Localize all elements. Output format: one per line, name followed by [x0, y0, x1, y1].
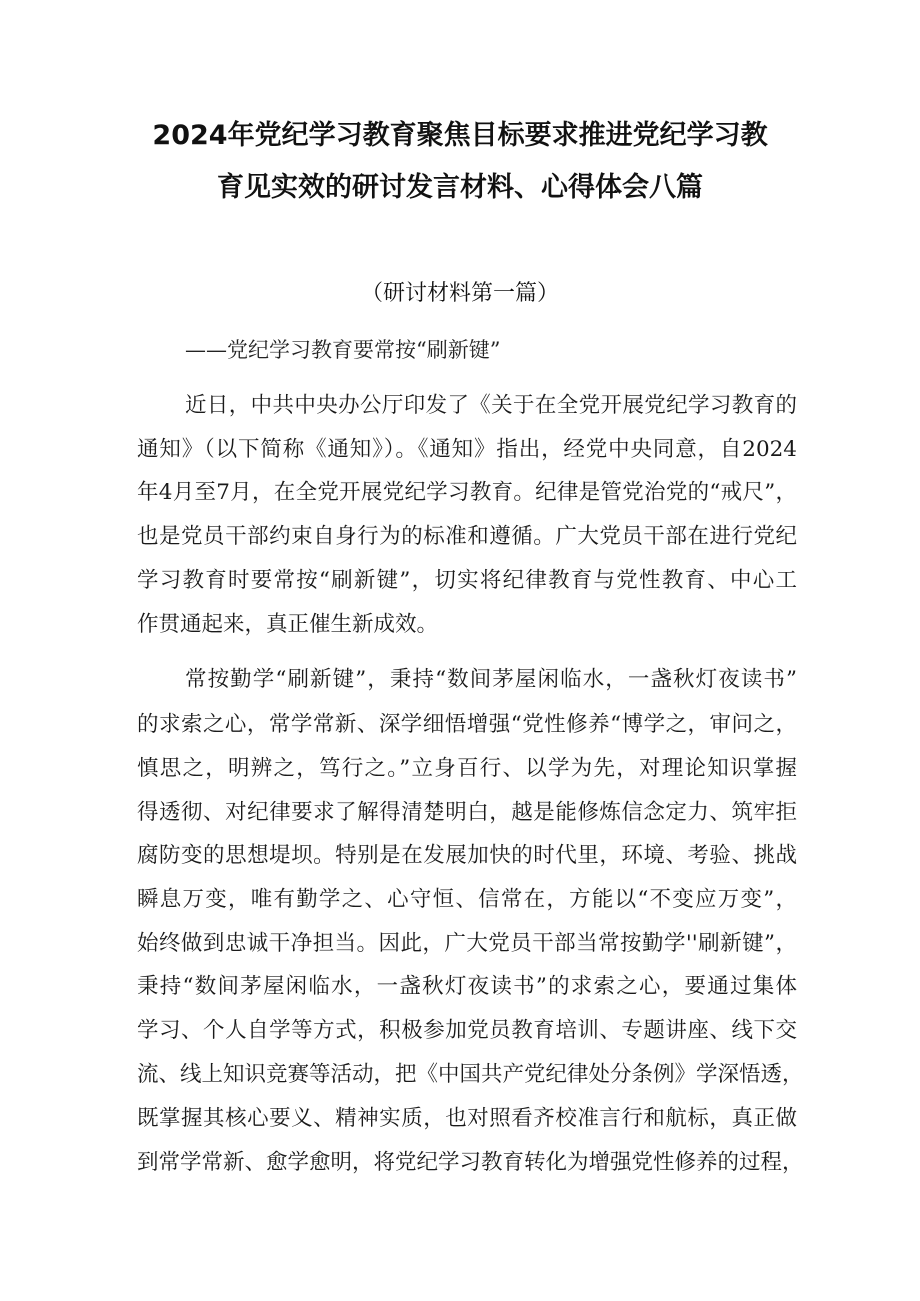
- paragraph-2-line-2: 的求索之心，常学常新、深学细悟增强“党性修养“博学之，审问之，: [137, 712, 797, 737]
- paragraph-2-line-3: 慎思之，明辨之，笃行之。”立身百行、以学为先，对理论知识掌握: [137, 756, 797, 781]
- paragraph-1-line-2: 通知》（以下简称《通知》）。《通知》指出，经党中央同意，自2024: [137, 437, 797, 462]
- paragraph-2-line-5: 腐防变的思想堤坝。特别是在发展加快的时代里，环境、考验、挑战: [137, 843, 797, 868]
- document-title-line-2: 育见实效的研讨发言材料、心得体会八篇: [217, 172, 703, 203]
- paragraph-1-line-1: 近日，中共中央办公厅印发了《关于在全党开展党纪学习教育的: [185, 393, 797, 418]
- article-subtitle: ——党纪学习教育要常按“刷新键”: [185, 338, 501, 362]
- paragraph-2-line-11: 既掌握其核心要义、精神实质，也对照看齐校准言行和航标，真正做: [137, 1106, 797, 1131]
- paragraph-1-line-5: 学习教育时要常按“刷新键”，切实将纪律教育与党性教育、中心工: [137, 568, 797, 593]
- paragraph-2-line-1: 常按勤学“刷新键”，秉持“数间茅屋闲临水，一盏秋灯夜读书”: [185, 667, 797, 692]
- paragraph-1-line-3: 年4月至7月，在全党开展党纪学习教育。纪律是管党治党的“戒尺”，: [137, 480, 797, 505]
- paragraph-2-line-4: 得透彻、对纪律要求了解得清楚明白，越是能修炼信念定力、筑牢拒: [137, 800, 797, 825]
- paragraph-2-line-6: 瞬息万变，唯有勤学之、心守恒、信常在，方能以“不变应万变”，: [137, 887, 797, 912]
- paragraph-1-line-4: 也是党员干部约束自身行为的标准和遵循。广大党员干部在进行党纪: [137, 524, 797, 549]
- paragraph-2-line-10: 流、线上知识竞赛等活动，把《中国共产党纪律处分条例》学深悟透，: [137, 1062, 804, 1087]
- paragraph-2-line-8: 秉持“数间茅屋闲临水，一盏秋灯夜读书”的求索之心，要通过集体: [137, 974, 797, 999]
- paragraph-2-line-7: 始终做到忠诚干净担当。因此，广大党员干部当常按勤学''刷新键”，: [137, 931, 797, 956]
- paragraph-2-line-12: 到常学常新、愈学愈明，将党纪学习教育转化为增强党性修养的过程，: [137, 1150, 804, 1175]
- section-heading: （研讨材料第一篇）: [360, 281, 559, 306]
- paragraph-1-line-6: 作贯通起来，真正催生新成效。: [137, 612, 439, 637]
- paragraph-2-line-9: 学习、个人自学等方式，积极参加党员教育培训、专题讲座、线下交: [137, 1018, 797, 1043]
- document-title-line-1: 2024年党纪学习教育聚焦目标要求推进党纪学习教: [152, 120, 768, 151]
